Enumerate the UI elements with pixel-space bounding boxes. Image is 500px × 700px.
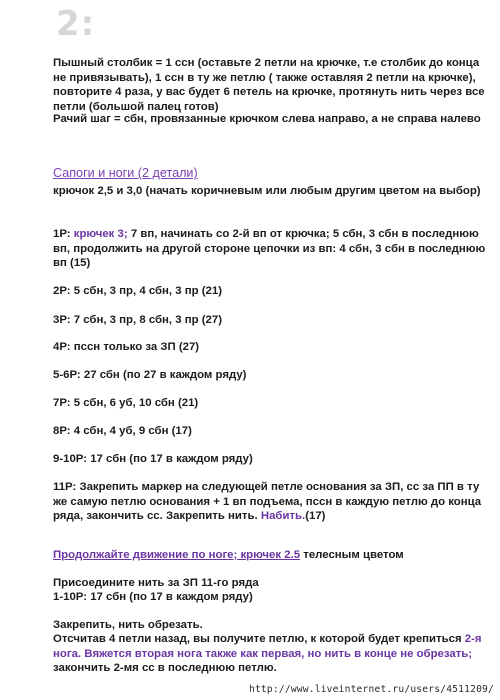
row-11-count: (17) bbox=[305, 510, 326, 523]
attach-yarn: Присоедините нить за ЗП 11-го ряда bbox=[53, 577, 259, 589]
leg-heading-suffix: телесным цветом bbox=[300, 549, 404, 561]
row-4: 4Р: пссн только за ЗП (27) bbox=[53, 341, 200, 353]
row-5-6: 5-6Р: 27 сбн (по 27 в каждом ряду) bbox=[53, 369, 247, 381]
rows-1-10: 1-10Р: 17 сбн (по 17 в каждом ряду) bbox=[53, 591, 253, 603]
row-9-10: 9-10Р: 17 сбн (по 17 в каждом ряду) bbox=[53, 453, 253, 465]
intro-crab-stitch: Рачий шаг = сбн, провязанные крючком слева направо, а не справа налево bbox=[53, 113, 481, 125]
page-number: 2: bbox=[56, 4, 96, 44]
row-1 bbox=[53, 227, 491, 271]
row-8: 8Р: 4 сбн, 4 уб, 9 сбн (17) bbox=[53, 425, 192, 437]
count-back-text: Отсчитав 4 петли назад, вы получите петлю, к которой будет крепиться bbox=[53, 633, 465, 645]
second-leg-text: 2-я нога. Вяжется вторая нога также как первая, но нить в конце не обрезать; bbox=[53, 633, 482, 660]
row-11 bbox=[53, 480, 491, 524]
section-heading-leg bbox=[53, 548, 491, 563]
row-3: 3Р: 7 сбн, 3 пр, 8 сбн, 3 пр (27) bbox=[53, 314, 223, 326]
source-url: http://www.liveinternet.ru/users/4511209/ bbox=[248, 684, 494, 695]
row-7: 7Р: 5 сбн, 6 уб, 10 сбн (21) bbox=[53, 397, 199, 409]
section-heading-boots: Сапоги и ноги (2 детали) bbox=[53, 166, 198, 180]
row-2: 2Р: 5 сбн, 3 пр, 4 сбн, 3 пр (21) bbox=[53, 285, 223, 297]
row-1-text: 7 вп, начинать со 2-й вп от крючка; 5 сбн, 3 сбн в последнюю вп, продолжить на другой стороне цепочки из вп: 4 сбн, 3 сбн в последнюю вп (15) bbox=[53, 228, 486, 270]
fasten-off: Закрепить, нить обрезать. bbox=[53, 619, 203, 631]
row-11-stuff: Набить. bbox=[260, 510, 306, 523]
hook-note: крючок 2,5 и 3,0 (начать коричневым или любым другим цветом на выбор) bbox=[53, 185, 481, 197]
second-leg-note bbox=[53, 632, 491, 676]
row-1-hook: крючек 3; bbox=[73, 228, 128, 240]
intro-puff-stitch: Пышный столбик = 1 ссн (оставьте 2 петли на крючке, т.е столбик до конца не привязывать), 1 ссн в ту же петлю ( также оставляя 2 петли на крючке), повторите 4 раза, у вас будет 6 петель на крючке, протянуть нить через все петли (большой палец готов) bbox=[53, 57, 485, 113]
row-1-prefix: 1Р: bbox=[53, 228, 74, 240]
finish-text: закончить 2-мя сс в последнюю петлю. bbox=[53, 662, 277, 675]
leg-heading-link: Продолжайте движение по ноге; крючек 2.5 bbox=[53, 549, 301, 561]
row-11-text: 11Р: Закрепить маркер на следующей петле основания за ЗП, сс за ПП в ту же самую петлю основания + 1 вп подъема, пссн в каждую петлю до конца ряда, закончить сс. Закрепить нить. bbox=[53, 481, 482, 523]
